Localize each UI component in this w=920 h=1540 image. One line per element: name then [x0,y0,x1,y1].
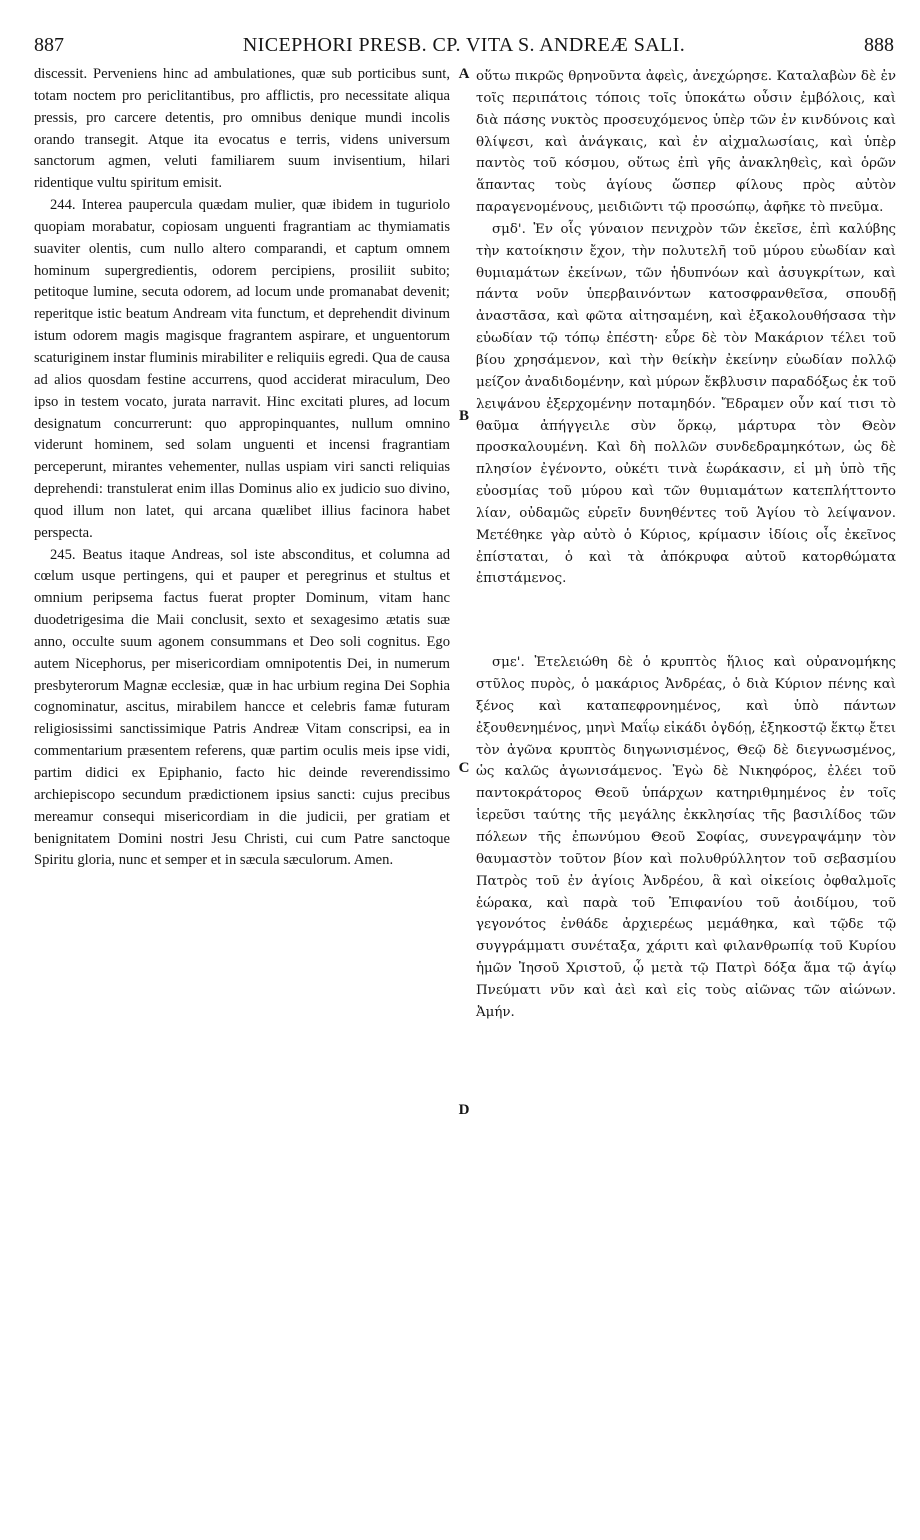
latin-paragraph-1: discessit. Perveniens hinc ad ambulationes, quæ sub porticibus sunt, totam noctem pro periclitantibus, pro afflictis, pro necessitate aliqua pressis, pro carcere detentis, pro omnibus denique mundi incolis orando transegit. Atque ita evocatus e terris, videns universum sanctorum agmen, veluti familiarem suum invisentium, hilari ridentique vultu spiritum emisit. [34,66,450,192]
page-number-right: 888 [864,34,894,56]
latin-paragraph-245: 245. Beatus itaque Andreas, sol iste absconditus, et columna ad cœlum usque pertingens, qui et pauper et peregrinus et stultus et omnium peripsema factus fuerat propter Dominum, vitam hanc duodetrigesima die Maii conclusit, sexto et sexagesimo ætatis suæ anno, occulte suum agonem consummans et Deo soli cognitus. Ego autem Nicephorus, per misericordiam omnipotentis Dei, in numerum presbyterorum Magnæ ecclesiæ, quæ in hac urbium regina Dei Sophia cognominatur, ascitus, mirabilem hancce et celebris famæ futuram religiosissimi sanctissimique Patris Andreæ Vitam conscripsi, ea in commentarium præsentem referens, quæ partim oculis meis ipse vidi, partim didici ex Epiphanio, facto hic deinde reverendissimo archiepiscopo secundum prædictionem ipsius sancti: cujus precibus mereamur consequi misericordiam in die judicii, per gratiam et benignitatem Domini nostri Jesu Christi, cui cum Patre sanctoque Spiritu gloria, nunc et semper et in sæcula sæculorum. Amen. [34,546,450,869]
page-number-left: 887 [34,34,64,56]
page-header [34,32,894,58]
greek-column [476,66,896,1024]
running-title: NICEPHORI PRESB. CP. VITA S. ANDREÆ SALI. [242,34,686,56]
greek-paragraph-1: οὕτω πικρῶς θρηνοῦντα ἀφεὶς, ἀνεχώρησε. Καταλαβὼν δὲ ἐν τοῖς περιπάτοις τόποις τοῖς ὑποκάτω οὖσιν ἐμβόλοις, καὶ διὰ πάσης νυκτὸς προσευχόμενος ὑπὲρ τῶν ἐν κινδύνοις καὶ θλίψεσι, καὶ ἀνάγκαις, καὶ ἐν αἰχμαλωσίαις, καὶ ὑπὲρ παντὸς τοῦ κόσμου, οὕτως ἐπὶ γῆς ἀνακληθεὶς, καὶ ὁρῶν ἅπαντας τοὺς ἁγίους ὥσπερ φίλους πρὸς αὐτὸν παραγενομένους, μειδιῶντι τῷ προσώπῳ, ἀφῆκε τὸ πνεῦμα. [476,69,896,216]
margin-marker-b: B [458,408,469,424]
greek-paragraph-244: σμδ'. Ἐν οἷς γύναιον πενιχρὸν τῶν ἐκεῖσε, ἐπὶ καλύβης τὴν κατοίκησιν ἔχον, τὴν πολυτελῆ τοῦ μύρου εὐωδίαν καὶ θυμιαμάτων ἐκείνων, τῶν ἡδυπνόων καὶ ἀσυγκρίτων, καὶ πάντα νοῦν ὑπερβαινόντων κατοσφρανθεῖσα, σπουδῇ ἀναστᾶσα, καὶ φῶτα αἰτησαμένη, καὶ ἐξακολουθήσασα τὴν εὐωδίαν τῷ τόπῳ ἐπέστη· εὗρε δὲ τὸν Μακάριον τέλει τοῦ βίου χρησάμενον, καὶ τὴν θείκὴν ἐκείνην εὐωδίαν πολλῷ μείζον ἀναδιδομένην, καὶ μύρων ἔκβλυσιν παραδόξως ἐκ τοῦ λειψάνου ἐξερχομένην ποταμηδόν. Ἔδραμεν οὖν καί τισι τὸ θαῦμα ἀπήγγειλε σὺν ὅρκῳ, μάρτυρα τὸν Θεὸν προσκαλουμένη. Καὶ δὴ πολλῶν συνδεδραμηκότων, ὡς δὲ πλησίον ἐγένοντο, οὐκέτι τινὰ ἑωράκασιν, εἰ μὴ ὑπὸ τῆς εὐοσμίας τοῦ μύρου καὶ τῶν θυμιαμάτων κατεπλήττοντο λίαν, οὐδαμῶς εὑρεῖν δυνηθέντες τοῦ Ἁγίου τὸ λείψανον. Μετέθηκε γὰρ αὐτὸ ὁ Κύριος, κρίμασιν ἰδίοις οἷς ἐκεῖνος ἐπίσταται, ὁ καὶ τὰ ἀπόκρυφα αὐτοῦ κατορθώματα ἐπιστάμενος. [476,221,896,587]
margin-marker-a: A [458,66,470,82]
greek-paragraph-245: σμε'. Ἐτελειώθη δὲ ὁ κρυπτὸς ἥλιος καὶ οὐρανομήκης στῦλος πυρὸς, ὁ μακάριος Ἀνδρέας, ὁ διὰ Κύριον πένης καὶ ξένος καὶ καταπεφρονημένος, καὶ ὑπὸ πάντων ἐξουθενημένος, μηνὶ Μαΐῳ εἰκάδι ὀγδόῃ, ἑξηκοστῷ ἕκτῳ ἔτει τὸν ἀγῶνα κρυπτὸς διηγωνισμένος, Θεῷ δὲ διεγνωσμένος, ὡς καλῶς ἀγωνισάμενος. Ἐγὼ δὲ Νικηφόρος, ἐλέει τοῦ παντοκράτορος Θεοῦ ὑπάρχων κατηριθμημένος ἐν τοῖς ἱερεῦσι ταύτης τῆς μεγάλης ἐκκλησίας τῆς βασιλίδος τῶν πόλεων τῆς ἐπωνύμου Θεοῦ Σοφίας, συνεγραψάμην τὸν θαυμαστὸν τοῦτον βίον καὶ πολυθρύλλητον τοῦ σεβασμίου Πατρὸς τοῦ ἐν ἁγίοις Ἀνδρέου, ἃ καὶ οἰκείοις ὀφθαλμοῖς ἑώρακα, καὶ παρὰ τοῦ Ἐπιφανίου τοῦ ἀοιδίμου, τοῦ γεγονότος ἐνθάδε ἀρχιερέως μεμάθηκα, καὶ τῷδε τῷ συγγράμματι συνέταξα, χάριτι καὶ φιλανθρωπίᾳ τοῦ Κυρίου ἡμῶν Ἰησοῦ Χριστοῦ, ᾧ μετὰ τῷ Πατρὶ δόξα ἅμα τῷ ἁγίῳ Πνεύματι νῦν καὶ ἀεὶ καὶ εἰς τοὺς αἰῶνας τῶν αἰώνων. Ἀμήν. [476,655,896,1020]
latin-column [34,64,450,872]
margin-marker-c: C [458,760,470,776]
margin-marker-d: D [458,1102,470,1118]
latin-paragraph-244: 244. Interea paupercula quædam mulier, quæ ibidem in tuguriolo quopiam morabatur, copiosam unguenti fragrantiam ac thymiamatis suaviter olentis, cum nullo altero comparandi, et captum omnem hominum supergredientis, odorem percipiens, prosiliit subito; petitoque lumine, secuta odorem, ad locum unde promanabat devenit; reperitque istic beatum Andream vita functum, et deprehendit divinum istum odorem magis magisque fragrantem aspirare, et unguentorum scaturiginem instar fluminis mirabiliter e reliquiis egredi. Qua de causa ad alios quosdam festine accurrens, quod acciderat miraculum, Deo ipso in testem vocato, jurata narravit. Hinc excitati plures, ad locum designatum concurrerunt: quo appropinquantes, nullum omnino viderunt hominem, sed solam unguenti et incensi fragrantiam perceperunt, mirantes vehementer, nullas uspiam viri sancti reliquias deprehendi: transtulerat enim illas Dominus alio ex judicio suo divino, quod illum non latet, qui arcana quælibet illius facinora habet perspecta. [34,197,450,541]
